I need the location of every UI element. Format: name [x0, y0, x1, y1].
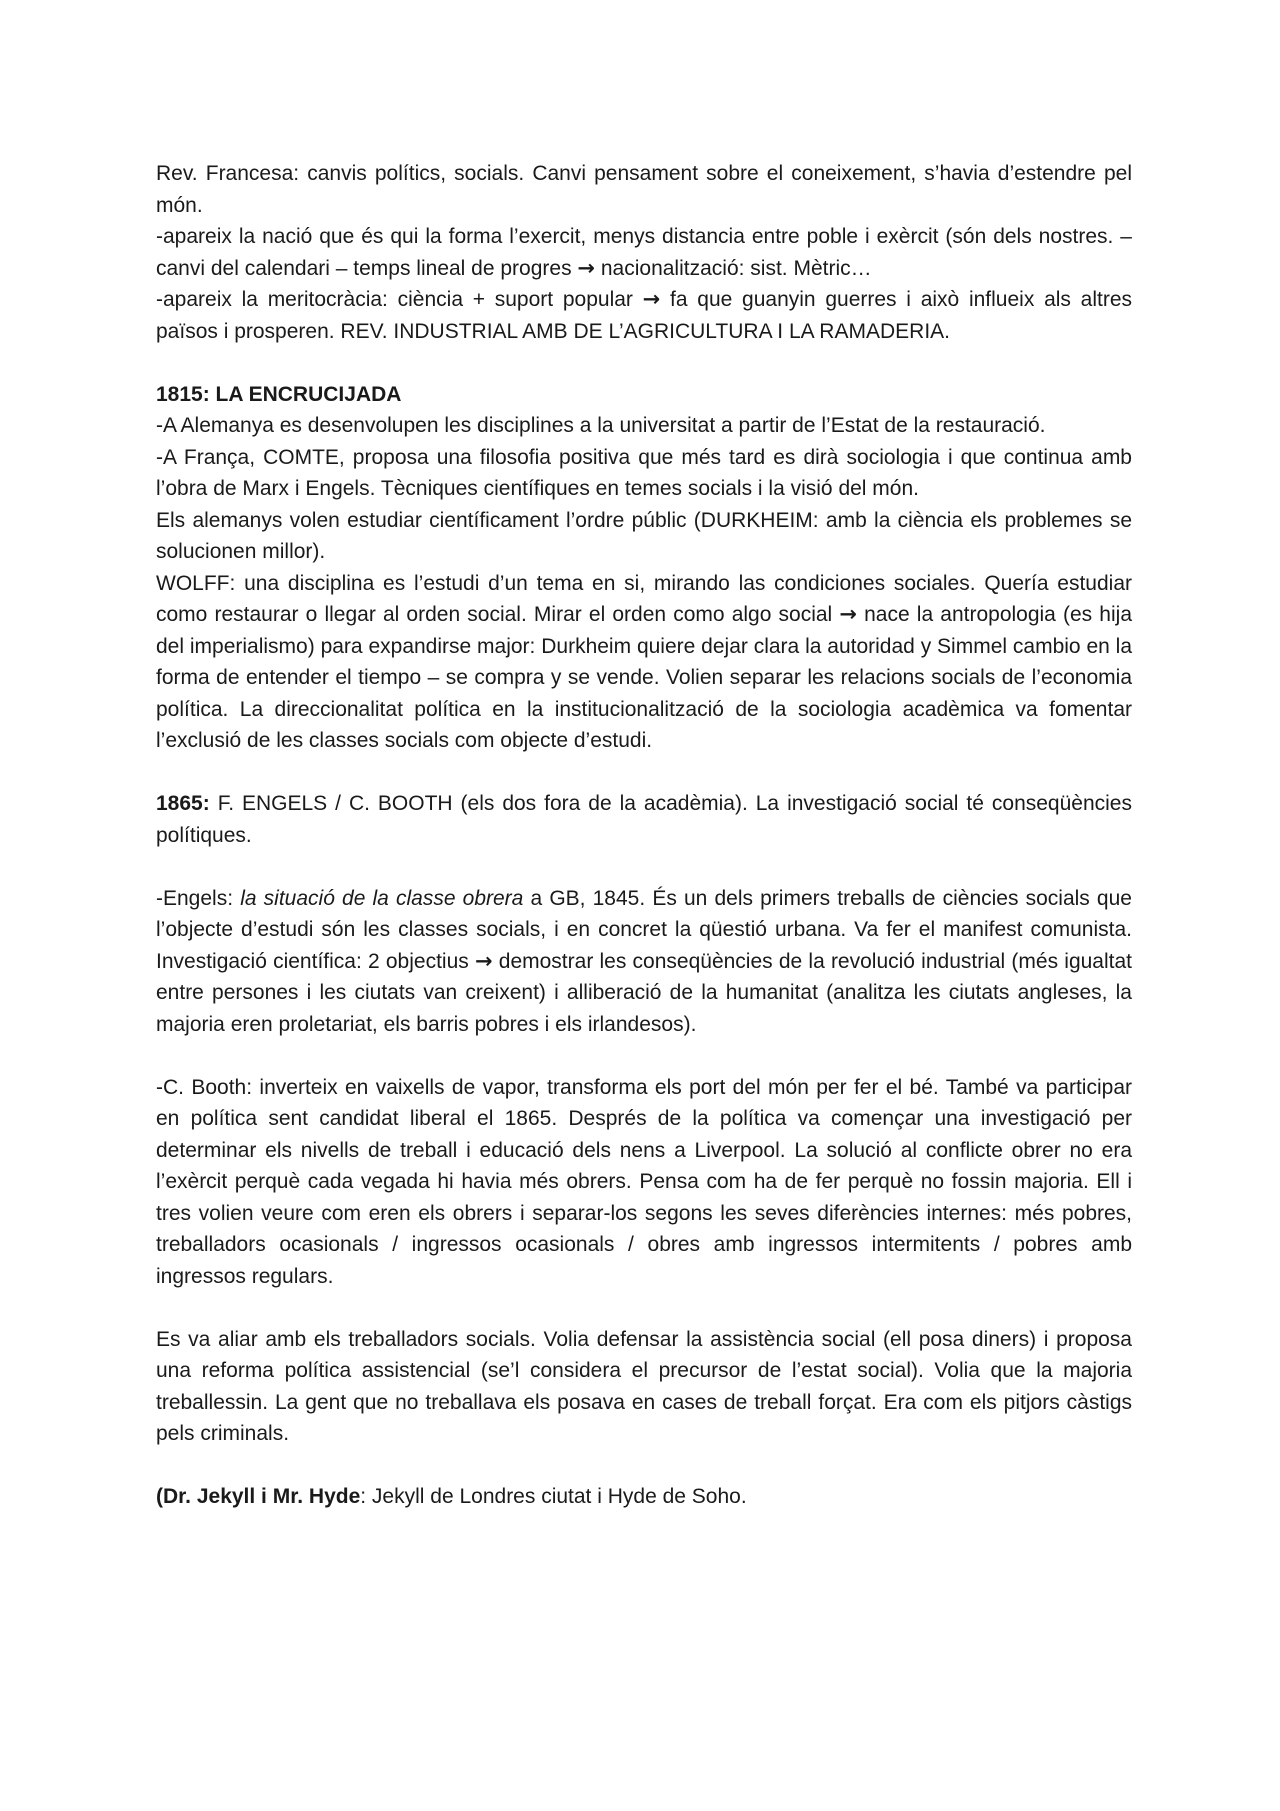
paragraph-alemanya: -A Alemanya es desenvolupen les disciplines a la universitat a partir de l’Estat de la restauració. [156, 414, 1046, 437]
text: nacionalització: sist. Mètric… [600, 256, 872, 280]
text: -apareix la meritocràcia: ciència + suport popular [156, 288, 633, 311]
paragraph-jekyll [156, 1481, 1132, 1513]
arrow-right-icon: → [839, 602, 857, 626]
section-heading-1815: 1815: LA ENCRUCIJADA [156, 382, 402, 406]
paragraph-rev-francesa-3 [156, 284, 1132, 347]
text: Rev. Francesa: canvis polítics, socials. Canvi pensament sobre el coneixement, s’havia d’estendre pel món. [156, 162, 1132, 217]
document-page [156, 158, 1132, 1513]
arrow-right-icon: → [577, 255, 596, 280]
jekyll-title: (Dr. Jekyll i Mr. Hyde [156, 1485, 361, 1508]
paragraph-alemanys: Els alemanys volen estudiar científicament l’ordre públic (DURKHEIM: amb la ciència els problemes se solucionen millor). [156, 508, 1132, 563]
text: fa que guanyin guerres i això influeix als altres països i prosperen. REV. INDUSTRIAL AMB DE L’AGRICULTURA I LA RAMADERIA. [156, 288, 1133, 343]
paragraph-booth: -C. Booth: inverteix en vaixells de vapor, transforma els port del món per fer el bé. També va participar en política sent candidat liberal el 1865. Després de la política va començar una investigació per determinar els nivells de treball i educació dels nens a Liverpool. La solució al conflicte obrer no era l’exèrcit perquè cada vegada hi havia més obrers. Pensa com ha de fer perquè no fossin majoria. Ell i tres volien veure com eren els obrers i separar-los segons les seves diferències internes: més pobres, treballadors ocasionals / ingressos ocasionals / obres amb ingressos intermitents / pobres amb ingressos regulars. [156, 1075, 1132, 1288]
paragraph-franca: -A França, COMTE, proposa una filosofia positiva que més tard es dirà sociologia i que continua amb l’obra de Marx i Engels. Tècniques científiques en temes socials i la visió del món. [156, 445, 1132, 500]
text: nace la antropologia (es hija del imperialismo) para expandirse major: Durkheim quiere dejar clara la autoridad y Simmel cambio en la forma de entender el tiempo – se compra y se vende. Volien separar les relacions socials de l’economia política. La direccionalitat política en la institucionalització de la sociologia acadèmica va fomentar l’exclusió de les classes socials com objecte d’estudi. [156, 603, 1132, 752]
text: -Engels: [156, 886, 234, 910]
paragraph-rev-francesa-1 [156, 158, 1132, 221]
book-title: la situació de la classe obrera [240, 886, 524, 910]
text: a GB, 1845. És un dels primers treballs de ciències socials que l’objecte d’estudi són les classes socials, i en concret la qüestió urbana. Va fer el manifest comunista. Investigació científica: 2 objectius [156, 886, 1132, 973]
year-1865: 1865: [156, 792, 210, 815]
arrow-right-icon: → [474, 948, 493, 973]
paragraph-aliar: Es va aliar amb els treballadors socials. Volia defensar la assistència social (ell posa diners) i proposa una reforma política assistencial (se’l considera el precursor de l’estat social). Volia que la majoria treballessin. La gent que no treballava els posava en cases de treball forçat. Era com els pitjors càstigs pels criminals. [156, 1327, 1132, 1445]
text: -apareix la nació que és qui la forma l’exercit, menys distancia entre poble i exèrcit (són dels nostres. –canvi del calendari – temps lineal de progres [156, 225, 1132, 280]
arrow-right-icon: → [642, 287, 661, 311]
paragraph-rev-francesa-2 [156, 221, 1132, 284]
text: demostrar les conseqüències de la revolució industrial (més igualtat entre persones i les ciutats van creixent) i alliberació de la humanitat (analitza les ciutats angleses, la majoria eren proletariat, els barris pobres i els irlandesos). [156, 949, 1132, 1036]
paragraph-engels [156, 883, 1132, 1041]
text: WOLFF: una disciplina es l’estudi d’un tema en si, mirando las condiciones sociales. Quería estudiar como restaurar o llegar al orden social. Mirar el orden como algo social [156, 571, 1132, 626]
text: : Jekyll de Londres ciutat i Hyde de Soho. [360, 1485, 747, 1508]
text: F. ENGELS / C. BOOTH (els dos fora de la acadèmia). La investigació social té conseqüències polítiques. [156, 792, 1132, 847]
paragraph-wolff [156, 568, 1132, 757]
paragraph-1865 [156, 788, 1132, 851]
